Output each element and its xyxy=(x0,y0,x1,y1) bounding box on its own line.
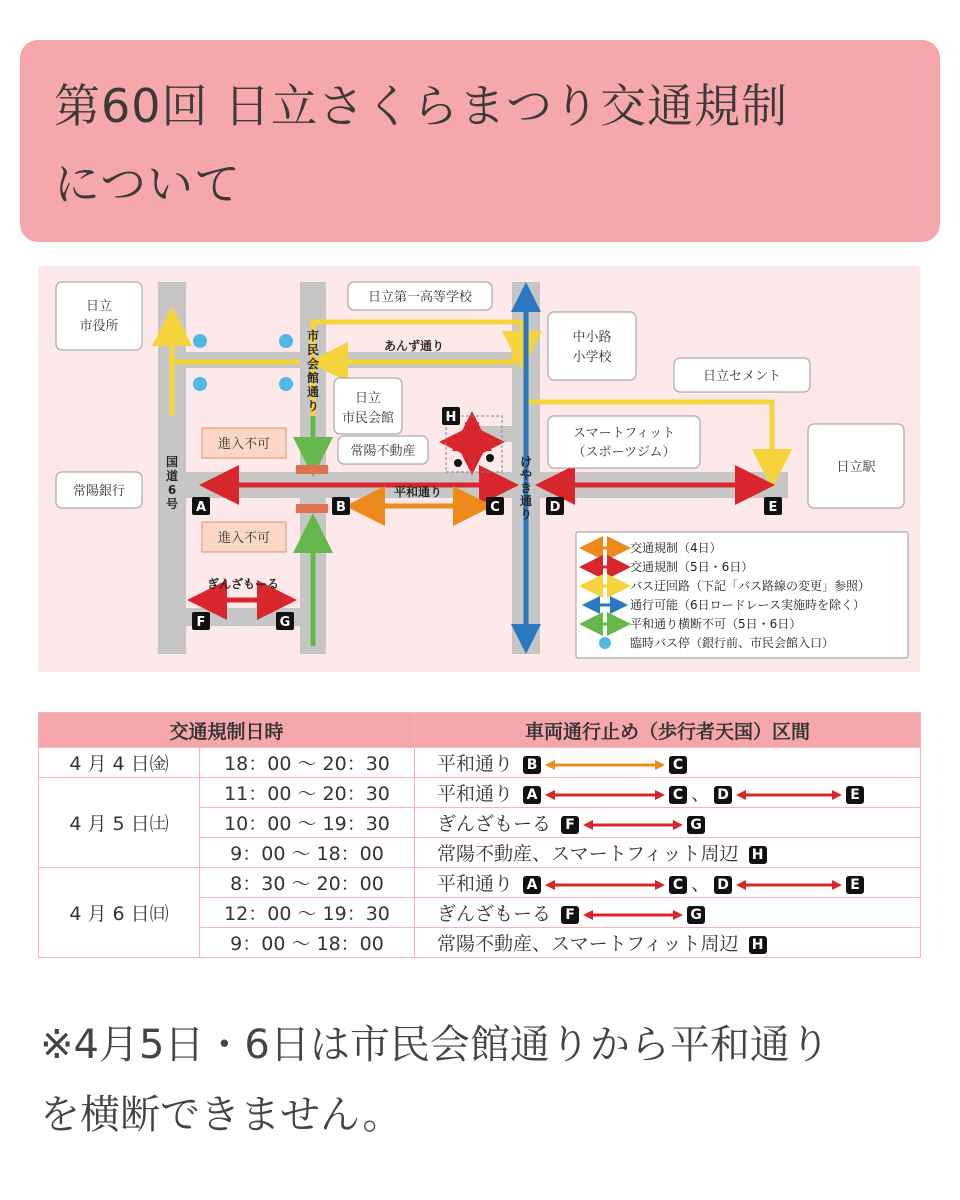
page-title-line2: について xyxy=(54,157,242,211)
point-e: E xyxy=(768,500,778,515)
legend-item-4: 通行可能（6日ロードレース実施時を除く） xyxy=(630,598,866,612)
table-row xyxy=(39,868,921,898)
keyaki-label-4: 通 xyxy=(519,494,533,508)
header-datetime: 交通規制日時 xyxy=(39,713,415,748)
section-cell: 常陽不動産、スマートフィット周辺 H xyxy=(415,928,921,958)
red-arrow-icon xyxy=(583,908,683,922)
no-entry-2-label: 進入不可 xyxy=(217,531,271,546)
anzu-street-label: あんず通り xyxy=(383,339,445,353)
station-label: 日立駅 xyxy=(836,460,876,475)
civic-street-label-5: 通 xyxy=(306,385,320,399)
table-row xyxy=(39,748,921,778)
day-cell: 4 月 4 日㈮ xyxy=(39,748,200,778)
smartfit-label-1: スマートフィット xyxy=(572,426,676,441)
legend-item-5: 平和通り横断不可（5日・6日） xyxy=(630,617,802,631)
section-cell: 平和通り A C 、 D E xyxy=(415,778,921,808)
red-arrow-icon xyxy=(545,788,665,802)
time-cell: 12：00 〜 19：30 xyxy=(200,898,415,928)
city-hall-box xyxy=(56,282,142,350)
point-g: G xyxy=(279,615,291,630)
elementary-label-1: 中小路 xyxy=(572,330,612,345)
section-cell: 平和通り A C 、 D E xyxy=(415,868,921,898)
keyaki-label-2: や xyxy=(519,468,533,482)
header-section: 車両通行止め（歩行者天国）区間 xyxy=(415,713,921,748)
point-a: A xyxy=(195,500,207,515)
joyo-bank-label: 常陽銀行 xyxy=(72,484,126,499)
traffic-map xyxy=(38,266,920,672)
high-school-label: 日立第一高等学校 xyxy=(367,290,473,305)
smartfit-box xyxy=(548,416,700,468)
red-arrow-icon xyxy=(736,878,842,892)
red-arrow-icon xyxy=(545,878,665,892)
section-cell: ぎんざもーる F G xyxy=(415,898,921,928)
footnote-line1: ※4月5日・6日は市民会館通りから平和通り xyxy=(40,1022,830,1068)
section-cell: 平和通り B C xyxy=(415,748,921,778)
point-marker: C xyxy=(669,756,687,774)
table-row xyxy=(39,778,921,808)
barrier-north xyxy=(296,465,328,474)
day-cell: 4 月 6 日㈰ xyxy=(39,868,200,958)
route6-label-3: 6 xyxy=(167,483,177,497)
legend-item-1: 交通規制（4日） xyxy=(630,541,722,555)
smartfit-dot xyxy=(486,454,494,462)
schedule-table xyxy=(38,712,921,958)
cement-label: 日立セメント xyxy=(702,369,782,384)
legend-item-2: 交通規制（5日・6日） xyxy=(630,560,754,574)
realestate-dot xyxy=(454,459,462,467)
red-arrow-icon xyxy=(583,818,683,832)
point-d: D xyxy=(549,500,561,515)
point-marker: B xyxy=(523,756,541,774)
barrier-south xyxy=(296,504,328,513)
city-hall-label-2: 市役所 xyxy=(79,319,119,334)
realestate-label: 常陽不動産 xyxy=(350,444,416,459)
time-cell: 9：00 〜 18：00 xyxy=(200,838,415,868)
city-hall-label-1: 日立 xyxy=(85,299,113,314)
time-cell: 9：00 〜 18：00 xyxy=(200,928,415,958)
orange-arrow-icon xyxy=(545,758,665,772)
civic-street-label-6: り xyxy=(306,399,320,413)
section-cell: 常陽不動産、スマートフィット周辺 H xyxy=(415,838,921,868)
civic-hall-label-2: 市民会館 xyxy=(341,411,395,426)
route6-label-4: 号 xyxy=(165,497,179,511)
keyaki-label-5: り xyxy=(519,507,533,521)
legend-item-6: 臨時バス停（銀行前、市民会館入口） xyxy=(630,636,835,650)
civic-street-label-4: 館 xyxy=(306,371,320,385)
point-h: H xyxy=(445,410,457,425)
footnote xyxy=(40,1010,920,1150)
section-cell: ぎんざもーる F G xyxy=(415,808,921,838)
keyaki-label-1: け xyxy=(519,455,533,469)
keyaki-label-3: き xyxy=(519,481,533,495)
time-cell: 8：30 〜 20：00 xyxy=(200,868,415,898)
legend-item-3: バス迂回路（下記「バス路線の変更」参照） xyxy=(630,579,871,593)
time-cell: 10：00 〜 19：30 xyxy=(200,808,415,838)
no-entry-1-label: 進入不可 xyxy=(217,437,271,452)
time-cell: 11：00 〜 20：30 xyxy=(200,778,415,808)
footnote-line2: を横断できません。 xyxy=(40,1092,403,1138)
point-f: F xyxy=(196,615,206,630)
civic-street-label-1: 市 xyxy=(306,329,320,343)
red-arrow-icon xyxy=(736,788,842,802)
route6-label-1: 国 xyxy=(165,455,179,469)
point-c: C xyxy=(490,500,500,515)
civic-street-label-2: 民 xyxy=(306,343,320,357)
title-banner xyxy=(20,40,940,242)
time-cell: 18：00 〜 20：30 xyxy=(200,748,415,778)
civic-hall-label-1: 日立 xyxy=(354,391,382,406)
route6-label-2: 道 xyxy=(165,469,179,483)
point-b: B xyxy=(336,500,346,515)
smartfit-label-2: （スポーツジム） xyxy=(572,445,676,460)
page-title-line1: 第60回 日立さくらまつり交通規制 xyxy=(54,79,789,133)
elementary-box xyxy=(548,312,636,380)
ginza-mall-label: ぎんざもーる xyxy=(206,577,280,591)
day-cell: 4 月 5 日㈯ xyxy=(39,778,200,868)
heiwa-street-label: 平和通り xyxy=(393,485,443,499)
civic-street-label-3: 会 xyxy=(306,357,320,371)
elementary-label-2: 小学校 xyxy=(572,350,612,365)
